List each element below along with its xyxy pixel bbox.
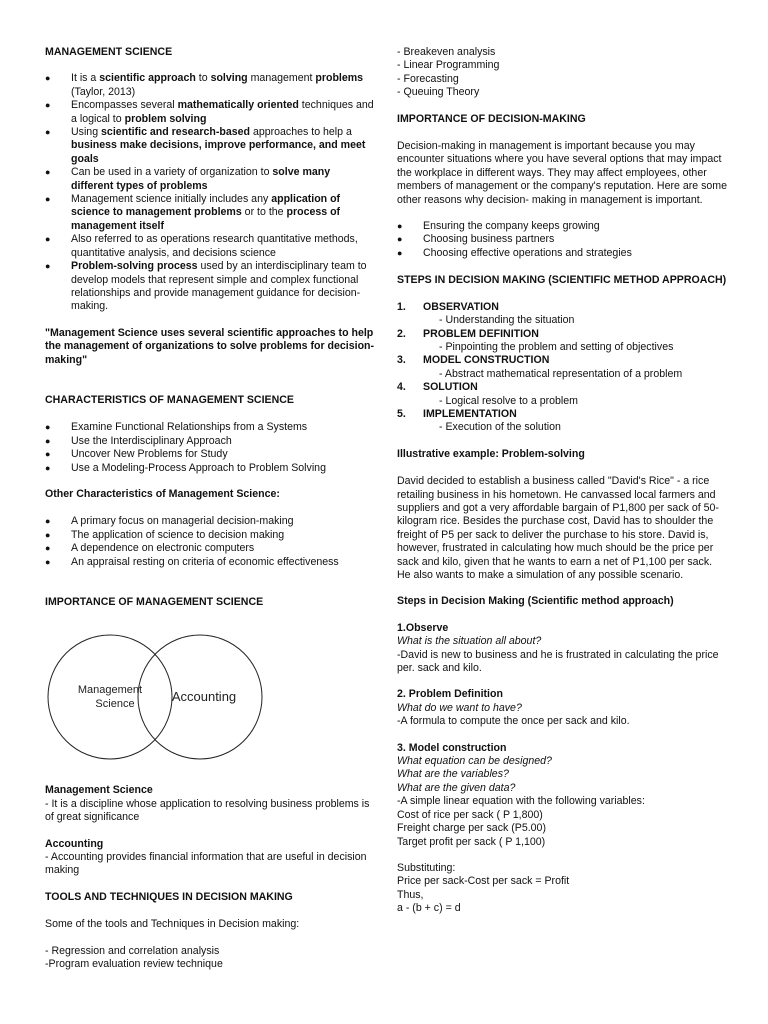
substitution-lines xyxy=(397,862,727,916)
management-science-bullet: ● Problem-solving process used by an interdisciplinary team to develop models that represent simple and complex functional relationships and provide management guidance for decision-making. xyxy=(45,260,375,314)
step-name: IMPLEMENTATION xyxy=(423,407,517,420)
step-name: PROBLEM DEFINITION xyxy=(423,327,539,340)
model-construction-question-3: What are the given data? xyxy=(397,781,516,794)
accounting-definition-heading: Accounting xyxy=(45,837,104,850)
problem-definition-question: What do we want to have? xyxy=(397,701,522,714)
problem-definition-answer: -A formula to compute the once per sack and kilo. xyxy=(397,715,630,728)
steps-2-heading: Steps in Decision Making (Scientific method approach) xyxy=(397,595,674,608)
model-construction-heading: 3. Model construction xyxy=(397,741,507,754)
venn-label-accounting: Accounting xyxy=(171,689,237,705)
substitution-line: Substituting: xyxy=(397,861,456,874)
substitution-line: a - (b + c) = d xyxy=(397,902,461,915)
step-description: - Logical resolve to a problem xyxy=(439,394,578,407)
management-science-bullet: ● Can be used in a variety of organization to solve many different types of problems xyxy=(45,166,375,193)
ms-definition-heading: Management Science xyxy=(45,784,153,797)
other-characteristics-bullet-list xyxy=(45,515,375,569)
accounting-definition-text: - Accounting provides financial information that are useful in decision making xyxy=(45,851,367,877)
step-number: 3. xyxy=(397,354,406,367)
tools-heading: TOOLS AND TECHNIQUES IN DECISION MAKING xyxy=(45,890,293,903)
illustrative-example-heading: Illustrative example: Problem-solving xyxy=(397,447,585,460)
other-characteristic-bullet: ● The application of science to decision making xyxy=(45,529,375,542)
model-construction-question-1: What equation can be designed? xyxy=(397,755,552,768)
other-characteristic-bullet: ● A dependence on electronic computers xyxy=(45,542,375,555)
importance-of-decision-making-heading: IMPORTANCE OF DECISION-MAKING xyxy=(397,112,586,125)
other-characteristics-heading: Other Characteristics of Management Science: xyxy=(45,487,280,500)
illustrative-example-text: David decided to establish a business called "David's Rice" - a rice retailing business in his hometown. He canvassed local farmers and suppliers and got a very affordable bargain of P1,800 per sack of 50-kilogram rice. Besides the purchase cost, David has to shoulder the freight of P5 per sack to deliver the purchase to his store. David is, however, frustrated in calculating how much should be the price per sack and kilo, given that he wants to earn a net of P1,100 per sack. He also wants to make a simulation of any possible scenario. xyxy=(397,475,719,581)
problem-definition-heading: 2. Problem Definition xyxy=(397,688,503,701)
step-name: MODEL CONSTRUCTION xyxy=(423,354,550,367)
management-science-bullet: ● It is a scientific approach to solving management problems (Taylor, 2013) xyxy=(45,72,375,99)
tool-item: - Linear Programming xyxy=(397,59,500,72)
other-characteristic-bullet: ● An appraisal resting on criteria of economic effectiveness xyxy=(45,556,375,569)
step-description: - Execution of the solution xyxy=(439,421,561,434)
step-name: SOLUTION xyxy=(423,381,478,394)
substitution-line: Price per sack-Cost per sack = Profit xyxy=(397,875,570,888)
step-name: OBSERVATION xyxy=(423,300,499,313)
model-construction-line: Target profit per sack ( P 1,100) xyxy=(397,835,546,848)
step-description: - Abstract mathematical representation of a problem xyxy=(439,367,683,380)
steps-heading: STEPS IN DECISION MAKING (SCIENTIFIC METHOD APPROACH) xyxy=(397,274,727,287)
importance-of-management-science-heading: IMPORTANCE OF MANAGEMENT SCIENCE xyxy=(45,596,264,608)
right-column xyxy=(397,0,727,916)
decision-making-reason: ● Ensuring the company keeps growing xyxy=(397,220,727,233)
step-item xyxy=(397,328,727,355)
substitution-line: Thus, xyxy=(397,888,424,901)
other-characteristic-bullet: ● A primary focus on managerial decision-making xyxy=(45,515,375,528)
tool-item: - Regression and correlation analysis xyxy=(45,944,220,957)
characteristic-bullet: ● Uncover New Problems for Study xyxy=(45,448,375,461)
venn-label-science: Science xyxy=(95,698,135,711)
step-number: 1. xyxy=(397,300,406,313)
decision-making-reasons-list xyxy=(397,220,727,260)
step-number: 4. xyxy=(397,381,406,394)
step-item xyxy=(397,381,727,408)
tools-list-left xyxy=(45,945,375,972)
observe-question: What is the situation all about? xyxy=(397,635,542,648)
tool-item: - Forecasting xyxy=(397,72,459,85)
management-science-bullet: ● Encompasses several mathematically oriented techniques and a logical to problem solving xyxy=(45,99,375,126)
left-column xyxy=(45,0,375,971)
step-number: 2. xyxy=(397,327,406,340)
tool-item: - Queuing Theory xyxy=(397,86,480,99)
venn-circle-management-science xyxy=(48,635,172,759)
model-construction-variables xyxy=(397,795,727,849)
model-construction-line: Freight charge per sack (P5.00) xyxy=(397,822,546,835)
step-item xyxy=(397,408,727,435)
characteristics-bullet-list xyxy=(45,421,375,475)
importance-of-decision-making-text: Decision-making in management is important because you may encounter situations where you have several options that may impact the workplace in different ways. They may affect employees, other members of management or the company's reputation. Here are some other reasons why decision- making in management is important. xyxy=(397,140,727,206)
management-science-bullet: ● Management science initially includes any application of science to management problems or to the process of management itself xyxy=(45,193,375,233)
step-number: 5. xyxy=(397,407,406,420)
characteristic-bullet: ● Use a Modeling-Process Approach to Problem Solving xyxy=(45,462,375,475)
steps-list xyxy=(397,301,727,435)
characteristics-heading: CHARACTERISTICS OF MANAGEMENT SCIENCE xyxy=(45,393,294,406)
step-description: - Pinpointing the problem and setting of objectives xyxy=(439,340,674,353)
observe-heading: 1.Observe xyxy=(397,621,449,634)
model-construction-question-2: What are the variables? xyxy=(397,768,509,781)
model-construction-line: -A simple linear equation with the following variables: xyxy=(397,795,645,808)
management-science-heading: MANAGEMENT SCIENCE xyxy=(45,46,173,58)
observe-answer: -David is new to business and he is frustrated in calculating the price per. sack and kilo. xyxy=(397,648,719,675)
model-construction-line: Cost of rice per sack ( P 1,800) xyxy=(397,808,543,821)
tool-item: -Program evaluation review technique xyxy=(45,958,223,971)
tool-item: - Breakeven analysis xyxy=(397,46,496,58)
management-science-bullet: ● Also referred to as operations research quantitative methods, quantitative analysis, and decisions science xyxy=(45,233,375,260)
venn-diagram xyxy=(45,631,375,766)
tools-intro: Some of the tools and Techniques in Decision making: xyxy=(45,918,300,931)
management-science-bullet: ● Using scientific and research-based approaches to help a business make decisions, improve performance, and meet goals xyxy=(45,126,375,166)
management-science-quote: "Management Science uses several scientific approaches to help the management of organizations to solve problems for decision-making" xyxy=(45,326,375,366)
step-description: - Understanding the situation xyxy=(439,314,575,327)
decision-making-reason: ● Choosing business partners xyxy=(397,233,727,246)
decision-making-reason: ● Choosing effective operations and strategies xyxy=(397,247,727,260)
venn-label-management: Management xyxy=(77,684,143,697)
tools-list-right xyxy=(397,46,727,100)
characteristic-bullet: ● Use the Interdisciplinary Approach xyxy=(45,435,375,448)
step-item xyxy=(397,354,727,381)
characteristic-bullet: ● Examine Functional Relationships from a Systems xyxy=(45,421,375,434)
step-item xyxy=(397,301,727,328)
management-science-bullet-list xyxy=(45,72,375,313)
ms-definition-text: - It is a discipline whose application to resolving business problems is of great significance xyxy=(45,797,370,824)
